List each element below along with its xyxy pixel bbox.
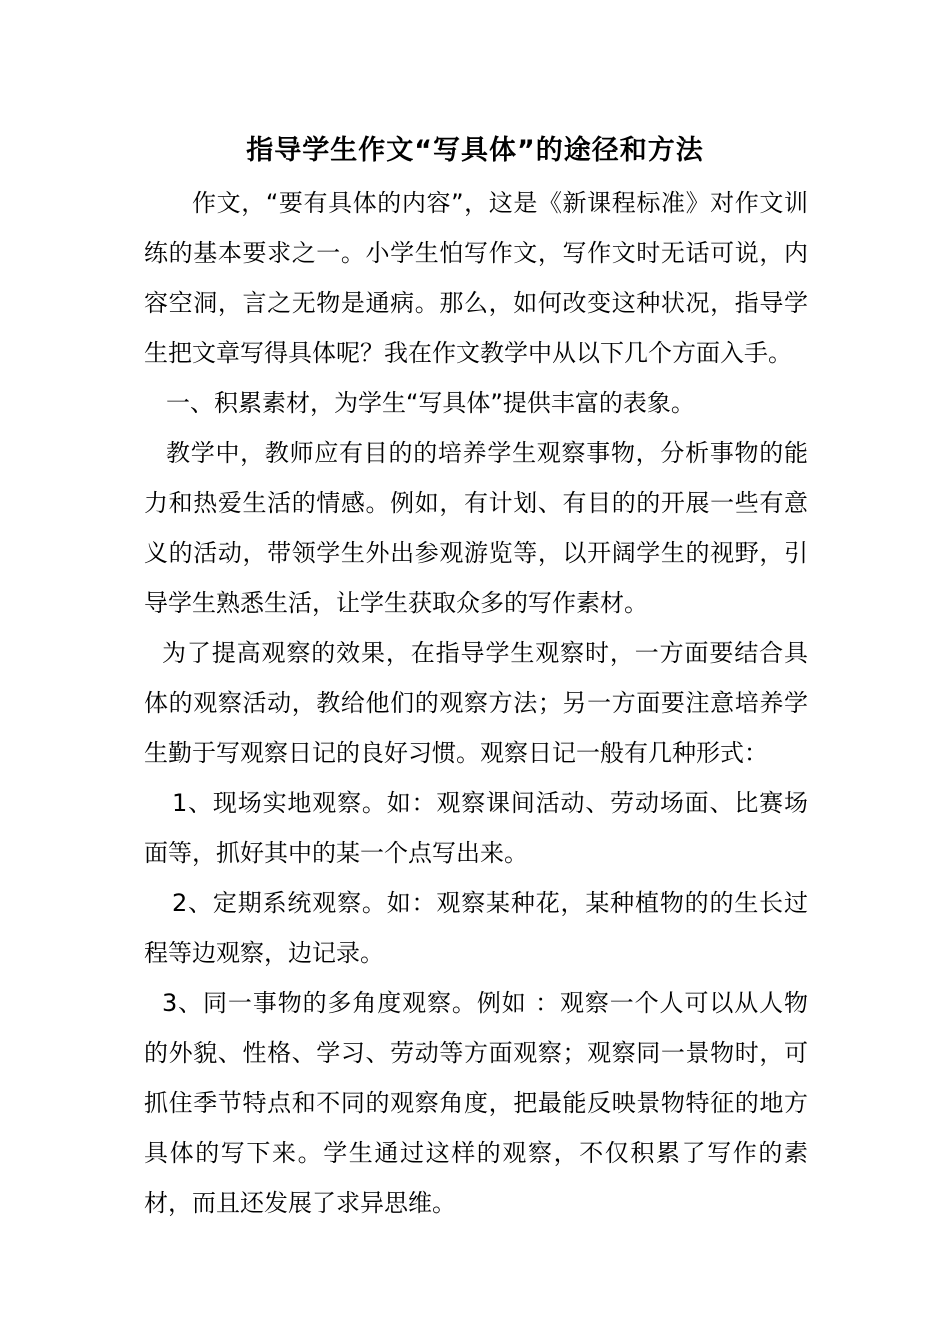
list-item-1: 1、现场实地观察。如：观察课间活动、劳动场面、比赛场面等，抓好其中的某一个点写出来。 [144, 789, 808, 867]
observation-paragraph: 为了提高观察的效果，在指导学生观察时，一方面要结合具体的观察活动，教给他们的观察方法；另一方面要注意培养学生勤于写观察日记的良好习惯。观察日记一般有几种形式： [144, 639, 808, 767]
list-item-2: 2、定期系统观察。如：观察某种花，某种植物的的生长过程等边观察，边记录。 [144, 889, 808, 967]
intro-paragraph: 作文，“要有具体的内容”，这是《新课程标准》对作文训练的基本要求之一。小学生怕写作文，写作文时无话可说，内容空洞，言之无物是通病。那么，如何改变这种状况，指导学生把文章写得具体呢？我在作文教学中从以下几个方面入手。 [144, 189, 808, 367]
section-heading-1: 一、积累素材，为学生“写具体”提供丰富的表象。 [166, 389, 695, 417]
document-title: 指导学生作文“写具体”的途径和方法 [246, 135, 704, 166]
list-item-3: 3、同一事物的多角度观察。例如 ：观察一个人可以从人物的外貌、性格、学习、劳动等方面观察；观察同一景物时，可抓住季节特点和不同的观察角度，把最能反映景物特征的地方具体的写下来。学生通过这样的观察，不仅积累了写作的素材，而且还发展了求异思维。 [144, 989, 808, 1217]
teaching-paragraph: 教学中，教师应有目的的培养学生观察事物，分析事物的能力和热爱生活的情感。例如，有计划、有目的的开展一些有意义的活动，带领学生外出参观游览等，以开阔学生的视野，引导学生熟悉生活，让学生获取众多的写作素材。 [144, 439, 808, 617]
document-body [144, 178, 808, 1228]
